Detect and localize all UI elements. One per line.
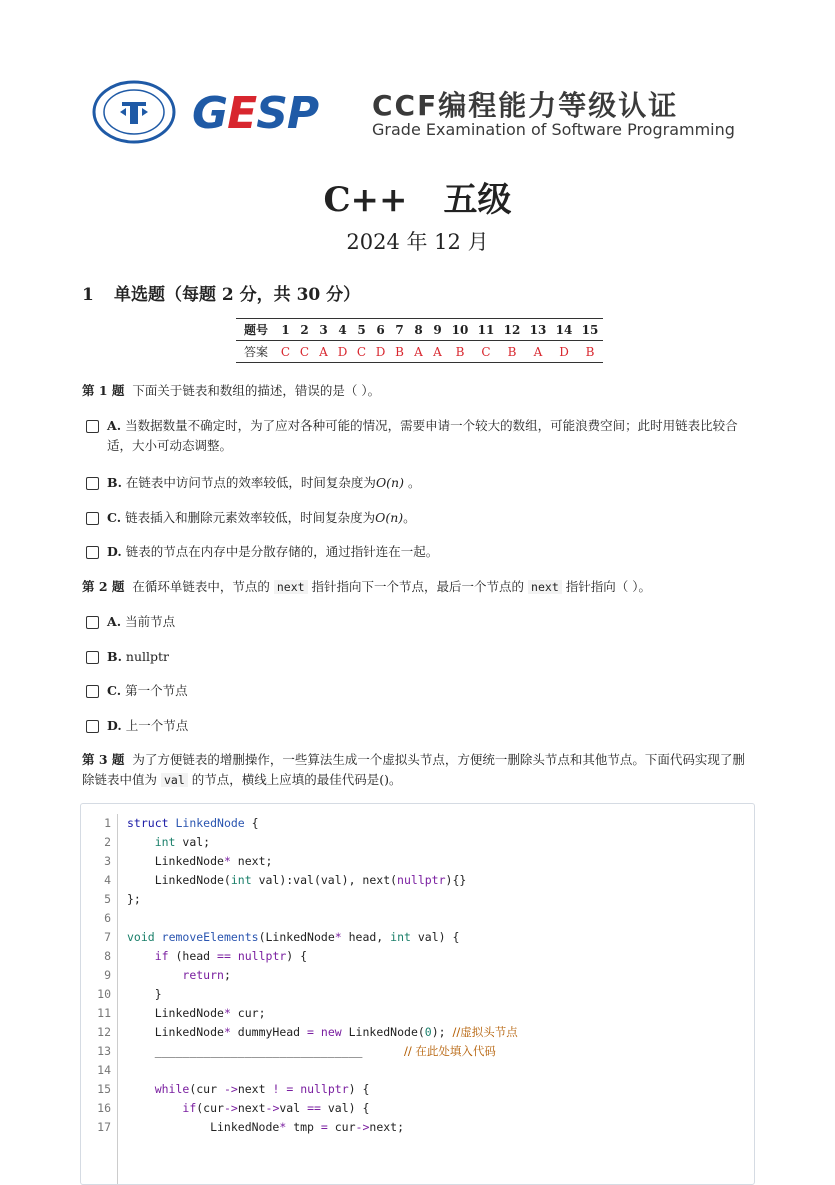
exam-title: C++ 五级 — [323, 180, 512, 220]
code-line: if(cur->next->val == val) { — [182, 1101, 370, 1115]
cert-title: CCF编程能力等级认证 — [372, 89, 679, 122]
q1-option-b[interactable]: B. 在链表中访问节点的效率较低，时间复杂度为O(n) 。 — [86, 473, 746, 493]
cert-subtitle: Grade Examination of Software Programming — [372, 120, 735, 139]
code-line — [127, 909, 518, 928]
code-line: LinkedNode* cur; — [127, 1006, 266, 1020]
question-label: 第 1 题 — [82, 383, 125, 398]
code-line — [127, 1061, 518, 1080]
answer-table-answer-label: 答案 — [236, 341, 276, 363]
q2-option-c[interactable]: C. 第一个节点 — [86, 681, 746, 701]
answer-cell: A — [409, 341, 428, 363]
gesp-logo: GESP — [192, 88, 319, 139]
code-line: while(cur ->next ! = nullptr) { — [154, 1082, 370, 1096]
code-line: if (head == nullptr) { — [154, 949, 308, 963]
answer-table-cell: 15 — [577, 319, 603, 341]
checkbox[interactable] — [86, 685, 99, 698]
ccf-seal-logo — [92, 80, 176, 144]
q2-option-a[interactable]: A. 当前节点 — [86, 612, 746, 632]
answer-cell: D — [551, 341, 577, 363]
header — [92, 80, 752, 150]
q1-option-a[interactable]: A. 当数据数量不确定时，为了应对各种可能的情况，需要申请一个较大的数组，可能浪费空间；此时用链表比较合适，大小可动态调整。 — [86, 416, 746, 456]
answer-cell: A — [525, 341, 551, 363]
question-3: 第 3 题 为了方便链表的增删操作，一些算法生成一个虚拟头节点，方便统一删除头节点和其他节点。下面代码实现了删除链表中值为 val 的节点，横线上应填的最佳代码是()。 — [82, 752, 745, 787]
answer-cell: B — [390, 341, 409, 363]
answer-cell: D — [371, 341, 390, 363]
answer-cell: B — [577, 341, 603, 363]
checkbox[interactable] — [86, 546, 99, 559]
checkbox[interactable] — [86, 651, 99, 664]
answer-table-cell: 5 — [352, 319, 371, 341]
q1-option-d[interactable]: D. 链表的节点在内存中是分散存储的，通过指针连在一起。 — [86, 542, 746, 562]
question-2: 第 2 题 在循环单链表中，节点的 next 指针指向下一个节点，最后一个节点的 next 指针指向（ ）。 — [82, 579, 651, 594]
section-heading: 1 单选题（每题 2 分，共 30 分） — [82, 285, 361, 305]
answer-cell: B — [499, 341, 525, 363]
answer-table-cell: 11 — [473, 319, 499, 341]
line-number-gutter: 1 2 3 4 5 6 7 8 9 10 11 12 13 14 15 16 17 — [81, 814, 118, 1184]
answer-cell: C — [473, 341, 499, 363]
code-line: LinkedNode* next; — [127, 854, 273, 868]
answer-table-cell: 14 — [551, 319, 577, 341]
checkbox[interactable] — [86, 720, 99, 733]
answer-table-cell: 10 — [447, 319, 473, 341]
q1-option-c[interactable]: C. 链表插入和删除元素效率较低，时间复杂度为O(n)。 — [86, 508, 746, 528]
code-lines — [127, 814, 518, 1137]
checkbox[interactable] — [86, 616, 99, 629]
answer-table-cell: 3 — [314, 319, 333, 341]
answer-cell: A — [314, 341, 333, 363]
checkbox[interactable] — [86, 477, 99, 490]
answer-table-header-label: 题号 — [236, 319, 276, 341]
answer-table-cell: 9 — [428, 319, 447, 341]
answer-table-cell: 1 — [276, 319, 295, 341]
answer-table-cell: 6 — [371, 319, 390, 341]
answer-cell: C — [352, 341, 371, 363]
answer-cell: A — [428, 341, 447, 363]
question-1 — [82, 381, 752, 401]
code-block — [80, 803, 755, 1185]
answer-table-header-row — [236, 319, 603, 341]
code-line: return; — [182, 968, 231, 982]
code-line: LinkedNode* dummyHead = new LinkedNode(0); //虚拟头节点 — [127, 1025, 518, 1039]
code-line: int val; — [154, 835, 211, 849]
code-line: ______________________________ // 在此处填入代码 — [154, 1044, 496, 1058]
q2-option-b[interactable]: B. nullptr — [86, 647, 746, 667]
checkbox[interactable] — [86, 512, 99, 525]
answer-cell: C — [295, 341, 314, 363]
checkbox[interactable] — [86, 420, 99, 433]
question-text: 下面关于链表和数组的描述，错误的是（ ）。 — [132, 383, 381, 398]
answer-table-answer-row — [236, 341, 603, 363]
code-line: struct LinkedNode { — [127, 816, 259, 830]
answer-table-cell: 13 — [525, 319, 551, 341]
code-line: LinkedNode* tmp = cur->next; — [127, 1120, 405, 1134]
exam-date: 2024 年 12 月 — [346, 230, 489, 254]
q2-option-d[interactable]: D. 上一个节点 — [86, 716, 746, 736]
answer-table-cell: 2 — [295, 319, 314, 341]
answer-table-cell: 12 — [499, 319, 525, 341]
fill-in-blank: ______________________________ — [154, 1044, 363, 1058]
code-line: void removeElements(LinkedNode* head, int val) { — [127, 930, 460, 944]
answer-cell: D — [333, 341, 352, 363]
answer-cell: B — [447, 341, 473, 363]
answer-table-cell: 8 — [409, 319, 428, 341]
answer-table-cell: 4 — [333, 319, 352, 341]
code-line: } — [127, 987, 162, 1001]
answer-table-cell: 7 — [390, 319, 409, 341]
code-line: LinkedNode(int val):val(val), next(nullptr){} — [127, 873, 467, 887]
answer-cell: C — [276, 341, 295, 363]
answer-table — [236, 318, 603, 363]
code-line: }; — [127, 892, 141, 906]
